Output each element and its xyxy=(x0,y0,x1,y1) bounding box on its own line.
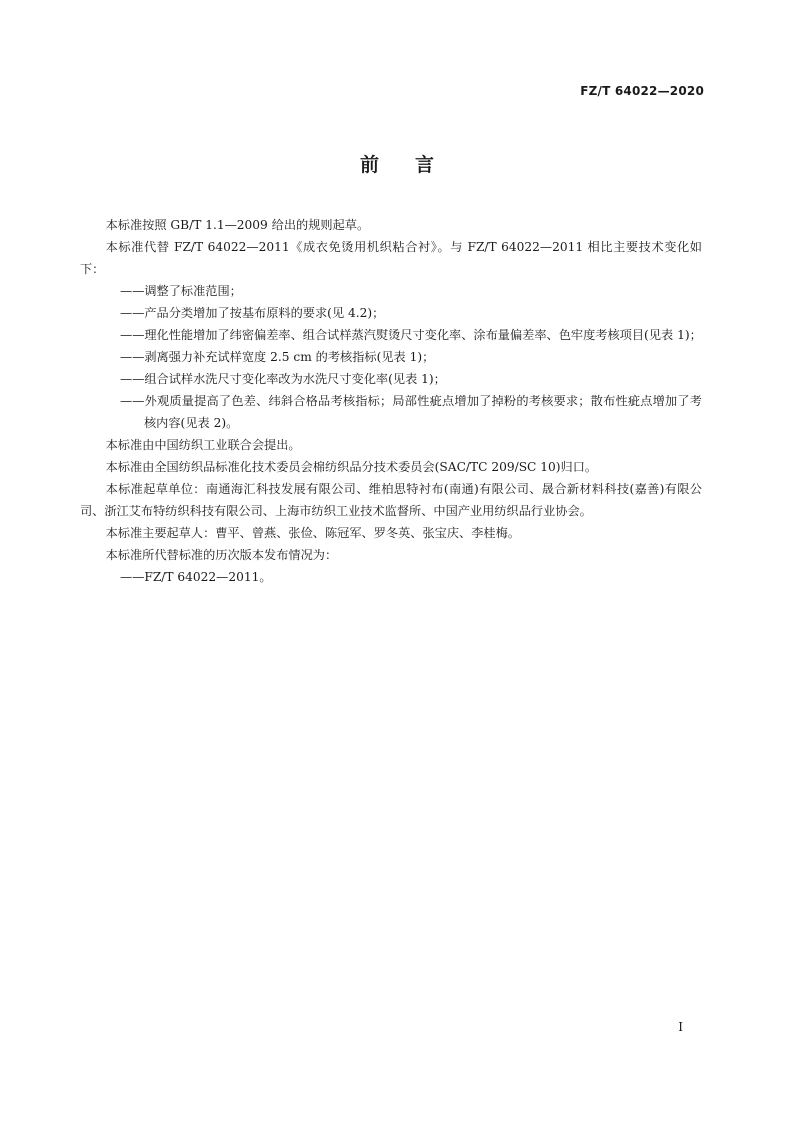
paragraph-replacement: 本标准代替 FZ/T 64022—2011《成衣免烫用机织粘合衬》。与 FZ/T 64022—2011 相比主要技术变化如下： xyxy=(80,240,702,276)
list-item: ——FZ/T 64022—2011。 xyxy=(120,570,272,584)
paragraph-centralized-by: 本标准由全国纺织品标准化技术委员会棉纺织品分技术委员会(SAC/TC 209/SC 10)归口。 xyxy=(105,460,598,474)
list-item: ——理化性能增加了纬密偏差率、组合试样蒸汽熨烫尺寸变化率、涂布量偏差率、色牢度考核项目(见表 1)； xyxy=(120,328,702,342)
page-number: I xyxy=(678,1020,683,1034)
history-list xyxy=(80,566,702,588)
changes-list xyxy=(80,280,702,434)
paragraph-drafting-units: 本标准起草单位：南通海汇科技发展有限公司、维柏思特衬布(南通)有限公司、晟合新材料科技(嘉善)有限公司、浙江艾布特纺织科技有限公司、上海市纺织工业技术监督所、中国产业用纺织品行业协会。 xyxy=(80,482,702,518)
paragraph-drafters: 本标准主要起草人：曹平、曾燕、张俭、陈冠军、罗冬英、张宝庆、李桂梅。 xyxy=(105,526,520,540)
list-item: ——调整了标准范围； xyxy=(120,284,242,298)
paragraph-history-intro: 本标准所代替标准的历次版本发布情况为： xyxy=(105,548,338,562)
paragraph-proposer: 本标准由中国纺织工业联合会提出。 xyxy=(105,438,301,452)
list-item: ——外观质量提高了色差、纬斜合格品考核指标；局部性疵点增加了掉粉的考核要求；散布性疵点增加了考核内容(见表 2)。 xyxy=(120,394,702,430)
list-item: ——组合试样水洗尺寸变化率改为水洗尺寸变化率(见表 1)； xyxy=(120,372,446,386)
page-title: 前言 xyxy=(359,154,470,176)
standard-code: FZ/T 64022—2020 xyxy=(580,84,704,98)
list-item: ——产品分类增加了按基布原料的要求(见 4.2)； xyxy=(120,306,385,320)
paragraph-drafting-rules: 本标准按照 GB/T 1.1—2009 给出的规则起草。 xyxy=(105,218,370,232)
list-item: ——剥离强力补充试样宽度 2.5 cm 的考核指标(见表 1)； xyxy=(120,350,435,364)
document-body xyxy=(80,214,702,588)
